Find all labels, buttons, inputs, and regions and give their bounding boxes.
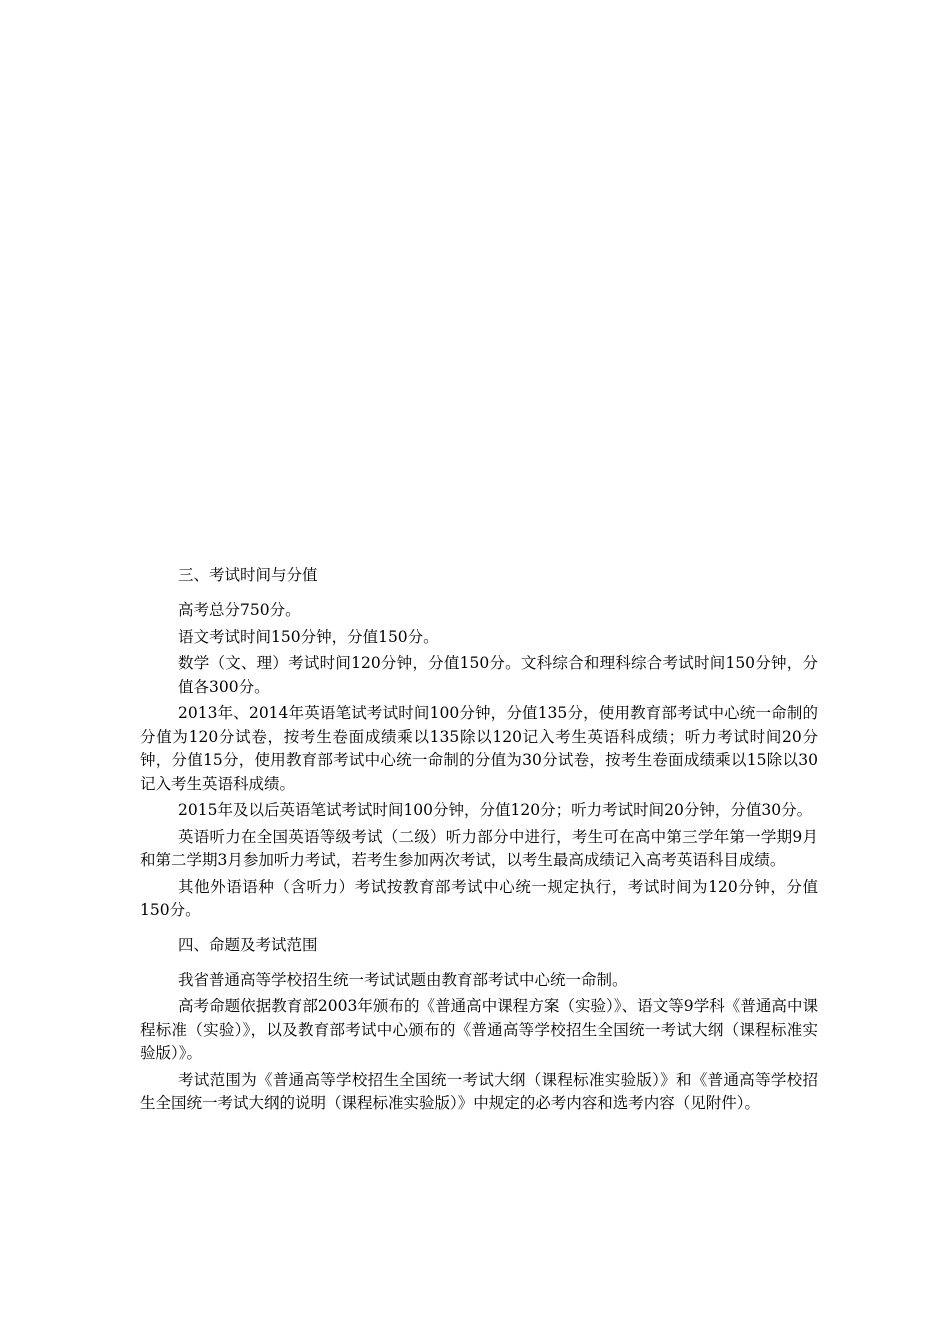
paragraph-english-2015: 2015年及以后英语笔试考试时间100分钟，分值120分；听力考试时间20分钟，分值30分。 [178,801,813,819]
paragraph-chinese-exam: 语文考试时间150分钟，分值150分。 [178,627,439,646]
paragraph-other-languages: 其他外语语种（含听力）考试按教育部考试中心统一规定执行，考试时间为120分钟，分值150分。 [140,877,818,919]
paragraph-question-setting: 我省普通高等学校招生统一考试试题由教育部考试中心统一命制。 [178,970,628,989]
paragraph-math-exam: 数学（文、理）考试时间120分钟，分值150分。文科综合和理科综合考试时间150分钟，分值各300分。 [178,654,818,696]
paragraph-exam-range: 考试范围为《普通高等学校招生全国统一考试大纲（课程标准实验版）》和《普通高等学校招生全国统一考试大纲的说明（课程标准实验版）》中规定的必考内容和选考内容（见附件）。 [140,1070,818,1112]
paragraph-english-listening: 英语听力在全国英语等级考试（二级）听力部分中进行，考生可在高中第三学年第一学期9月和第二学期3月参加听力考试，若考生参加两次考试，以考生最高成绩记入高考英语科目成绩。 [140,827,818,869]
paragraph-question-basis: 高考命题依据教育部2003年颁布的《普通高中课程方案（实验）》、语文等9学科《普通高中课程标准（实验）》，以及教育部考试中心颁布的《普通高等学校招生全国统一考试大纲（课程标准实验版）》。 [140,997,818,1062]
document-body [140,563,818,1119]
paragraph-english-2013-2014: 2013年、2014年英语笔试考试时间100分钟，分值135分，使用教育部考试中心统一命制的分值为120分试卷，按考生卷面成绩乘以135除以120记入考生英语科成绩；听力考试时间20分钟，分值15分，使用教育部考试中心统一命制的分值为30分试卷，按考生卷面成绩乘以15除以30记入考生英语科成绩。 [140,704,818,793]
section-heading-exam-scope: 四、命题及考试范围 [178,935,318,954]
paragraph-total-score: 高考总分750分。 [178,601,301,619]
section-heading-exam-time-and-score: 三、考试时间与分值 [178,566,318,584]
